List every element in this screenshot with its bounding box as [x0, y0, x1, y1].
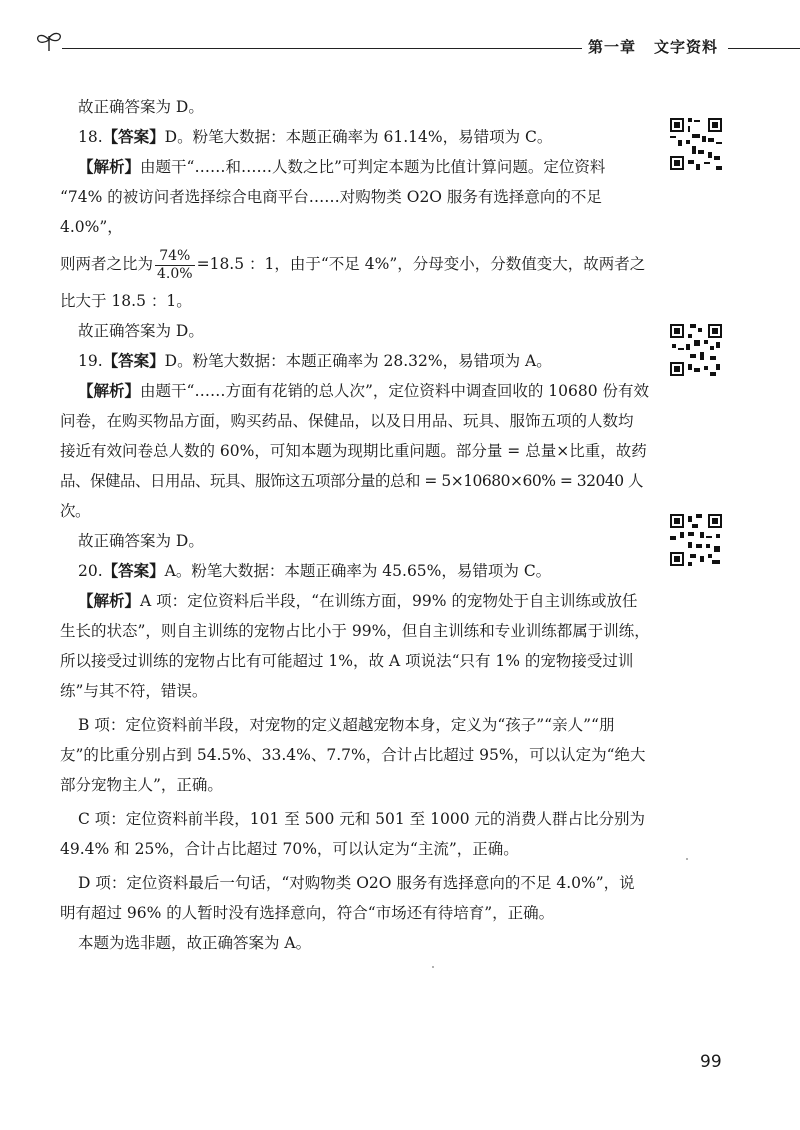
prev-conclusion: 故正确答案为 D。: [78, 98, 204, 116]
chapter-label: 第一章: [588, 38, 637, 56]
q20-final-conclusion: 本题为选非题，故正确答案为 A。: [78, 934, 312, 952]
q20-option-c-line: 49.4% 和 25%，合计占比超过 70%，可以认定为“主流”，正确。: [60, 840, 519, 858]
q18-analysis-line: “74% 的被访问者选择综合电商平台……对购物类 O2O 服务有选择意向的不足 4.0%”，: [60, 188, 602, 236]
qr-code-icon: [668, 512, 724, 568]
q18-fraction: [155, 248, 195, 283]
q19-number: 19.: [78, 352, 103, 370]
q20-analysis-label: 【解析】: [78, 592, 141, 610]
q18-answer-line: [78, 122, 658, 152]
q19-analysis-text: 由题干“……方面有花销的总人次”，定位资料中调查回收的 10680 份有效: [140, 382, 650, 400]
q20-option-a-line: 所以接受过训练的宠物占比有可能超过 1%，故 A 项说法“只有 1% 的宠物接受过训: [60, 652, 634, 670]
q20-option-a-line: 练”与其不符，错误。: [60, 682, 208, 700]
q20-option-a-text: A 项：定位资料后半段，“在训练方面，99% 的宠物处于自主训练或放任: [140, 592, 638, 610]
qr-code-icon: [668, 322, 724, 378]
q18-fraction-pre: 则两者之比为: [60, 255, 154, 273]
q20-option-c-line: C 项：定位资料前半段，101 至 500 元和 501 至 1000 元的消费人群占比分别为: [78, 810, 645, 828]
q19-conclusion: 故正确答案为 D。: [78, 532, 204, 550]
q19-answer-line: [78, 346, 658, 376]
q18-answer-text: D。粉笔大数据：本题正确率为 61.14%，易错项为 C。: [164, 128, 553, 146]
fraction-numerator: 74%: [155, 248, 195, 266]
q18-analysis-line: 比大于 18.5 ：1。: [60, 292, 192, 310]
q18-number: 18.: [78, 128, 103, 146]
q19-analysis-line: 接近有效问卷总人数的 60%，可知本题为现期比重问题。部分量 = 总量×比重，故药: [60, 442, 647, 460]
q20-option-d-line: 明有超过 96% 的人暂时没有选择意向，符合“市场还有待培育”，正确。: [60, 904, 555, 922]
q19-analysis-line: [78, 376, 658, 406]
scan-speck: [432, 966, 434, 968]
sprout-icon: [34, 30, 64, 52]
q19-analysis-label: 【解析】: [78, 382, 141, 400]
q20-option-a-line: 生长的状态”，则自主训练的宠物占比小于 99%，但自主训练和专业训练都属于训练，: [60, 622, 650, 640]
q20-option-b-line: B 项：定位资料前半段，对宠物的定义超越宠物本身，定义为“孩子”“亲人”“朋: [78, 716, 615, 734]
q19-answer-label: 【答案】: [102, 352, 165, 370]
q18-analysis-text: 由题干“……和……人数之比”可判定本题为比值计算问题。定位资料: [140, 158, 606, 176]
q20-answer-text: A。粉笔大数据：本题正确率为 45.65%，易错项为 C。: [164, 562, 552, 580]
scan-speck: [686, 858, 688, 860]
q20-answer-line: [78, 556, 658, 586]
q19-analysis-line: 问卷，在购买物品方面，购买药品、保健品，以及日用品、玩具、服饰五项的人数均: [60, 412, 634, 430]
running-header: [588, 36, 718, 57]
page-number: 99: [700, 1052, 722, 1072]
q19-analysis-line: 品、保健品、日用品、玩具、服饰这五项部分量的总和 = 5×10680×60% = 32040 人次。: [60, 472, 644, 520]
q20-number: 20.: [78, 562, 103, 580]
qr-code-icon: [668, 116, 724, 172]
q18-conclusion: 故正确答案为 D。: [78, 322, 204, 340]
page-content: [60, 92, 658, 958]
q20-option-d-line: D 项：定位资料最后一句话，“对购物类 O2O 服务有选择意向的不足 4.0%”，说: [78, 874, 635, 892]
q20-option-b-line: 部分宠物主人”，正确。: [60, 776, 223, 794]
q20-analysis-line: [78, 586, 658, 616]
q19-answer-text: D。粉笔大数据：本题正确率为 28.32%，易错项为 A。: [164, 352, 552, 370]
header-rule-right: [728, 48, 800, 49]
q18-fraction-line: [60, 242, 658, 286]
q20-option-b-line: 友”的比重分别占到 54.5%、33.4%、7.7%，合计占比超过 95%，可以认定为“绝大: [60, 746, 646, 764]
header-rule: [62, 48, 582, 49]
q18-answer-label: 【答案】: [102, 128, 165, 146]
q18-fraction-post: =18.5 ：1，由于“不足 4%”，分母变小，分数值变大，故两者之: [196, 255, 646, 273]
q18-analysis-label: 【解析】: [78, 158, 141, 176]
fraction-denominator: 4.0%: [157, 265, 193, 282]
section-label: 文字资料: [654, 38, 719, 56]
q20-answer-label: 【答案】: [102, 562, 165, 580]
q18-analysis-line: [78, 152, 658, 182]
